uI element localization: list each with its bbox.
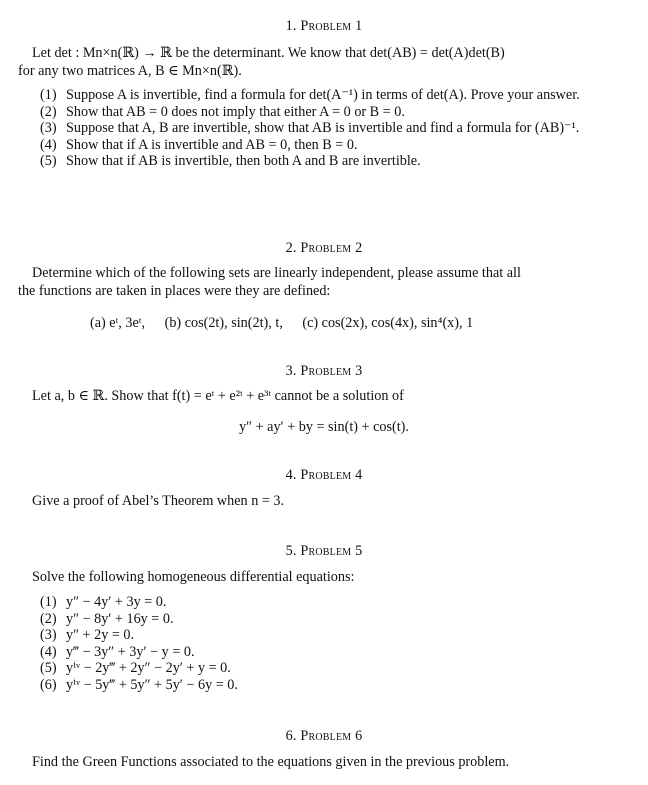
problem-5-heading: 5. Problem 5 (285, 543, 363, 559)
item-text: yⁱᵛ − 5y‴ + 5y″ + 5y′ − 6y = 0. (66, 676, 238, 693)
problem-4-intro-line-1: Give a proof of Abel’s Theorem when n = 3. (32, 493, 285, 509)
list-item (40, 594, 600, 611)
problem-3-intro-line-1: Let a, b ∈ ℝ. Show that f(t) = eᵗ + e²ᵗ + e³ᵗ cannot be a solution of (32, 388, 404, 404)
problem-2-intro (18, 265, 608, 300)
problem-2-sets (90, 315, 610, 332)
list-item (40, 137, 600, 154)
problem-2-intro-line-1: Determine which of the following sets are linearly independent, please assume that all (32, 265, 521, 281)
item-text: Show that if AB is invertible, then both A and B are invertible. (66, 153, 421, 169)
problem-6-heading: 6. Problem 6 (285, 728, 363, 744)
list-item (40, 627, 600, 644)
item-text: Show that if A is invertible and AB = 0, then B = 0. (66, 136, 358, 153)
list-item (40, 644, 600, 661)
item-text: yⁱᵛ − 2y‴ + 2y″ − 2y′ + y = 0. (66, 660, 231, 676)
list-item (40, 660, 600, 677)
item-number: (4) (40, 136, 57, 153)
problem-1-intro-line-2: for any two matrices A, B ∈ Mn×n(ℝ). (18, 62, 242, 79)
problem-1-intro-line-1: Let det : Mn×n(ℝ) → ℝ be the determinant. We know that det(AB) = det(A)det(B) (32, 45, 505, 61)
item-text: y″ + 2y = 0. (66, 627, 135, 643)
item-number: (5) (40, 153, 57, 169)
item-text: Suppose A is invertible, find a formula for det(A⁻¹) in terms of det(A). Prove your answer. (66, 87, 580, 103)
item-number: (4) (40, 643, 57, 660)
item-text: Suppose that A, B are invertible, show that AB is invertible and find a formula for (AB)⁻¹. (66, 120, 580, 136)
item-text: y‴ − 3y″ + 3y′ − y = 0. (66, 643, 195, 660)
problem-3-heading: 3. Problem 3 (285, 363, 363, 379)
item-number: (1) (40, 594, 57, 610)
set-a: (a) eᵗ, 3eᵗ, (90, 315, 146, 331)
problem-5-list (40, 594, 600, 693)
item-number: (2) (40, 610, 57, 627)
problem-2-heading: 2. Problem 2 (285, 240, 363, 256)
problem-5-intro-line-1: Solve the following homogeneous differential equations: (32, 569, 355, 585)
item-number: (2) (40, 103, 57, 120)
problem-6-intro (18, 754, 608, 772)
item-number: (6) (40, 676, 57, 693)
list-item (40, 153, 600, 170)
problem-2-intro-line-2: the functions are taken in places were they are defined: (18, 282, 331, 299)
problem-1-list (40, 87, 600, 170)
item-number: (1) (40, 87, 57, 103)
problem-1-heading: 1. Problem 1 (285, 18, 363, 34)
list-item (40, 611, 600, 628)
problem-5-intro (18, 569, 608, 587)
set-c: (c) cos(2x), cos(4x), sin⁴(x), 1 (302, 315, 474, 331)
item-text: Show that AB = 0 does not imply that either A = 0 or B = 0. (66, 103, 405, 120)
item-number: (3) (40, 627, 57, 643)
list-item (40, 120, 600, 137)
list-item (40, 677, 600, 694)
problem-4-intro (18, 493, 608, 511)
item-number: (5) (40, 660, 57, 676)
list-item (40, 104, 600, 121)
problem-3-intro (18, 388, 608, 406)
item-number: (3) (40, 120, 57, 136)
item-text: y″ − 8y′ + 16y = 0. (66, 610, 174, 627)
problem-1-intro (18, 45, 608, 80)
problem-4-heading: 4. Problem 4 (285, 467, 363, 483)
problem-3-equation: y″ + ay′ + by = sin(t) + cos(t). (239, 419, 409, 435)
set-b: (b) cos(2t), sin(2t), t, (164, 315, 283, 331)
item-text: y″ − 4y′ + 3y = 0. (66, 594, 167, 610)
problem-6-intro-line-1: Find the Green Functions associated to the equations given in the previous problem. (32, 754, 510, 770)
list-item (40, 87, 600, 104)
